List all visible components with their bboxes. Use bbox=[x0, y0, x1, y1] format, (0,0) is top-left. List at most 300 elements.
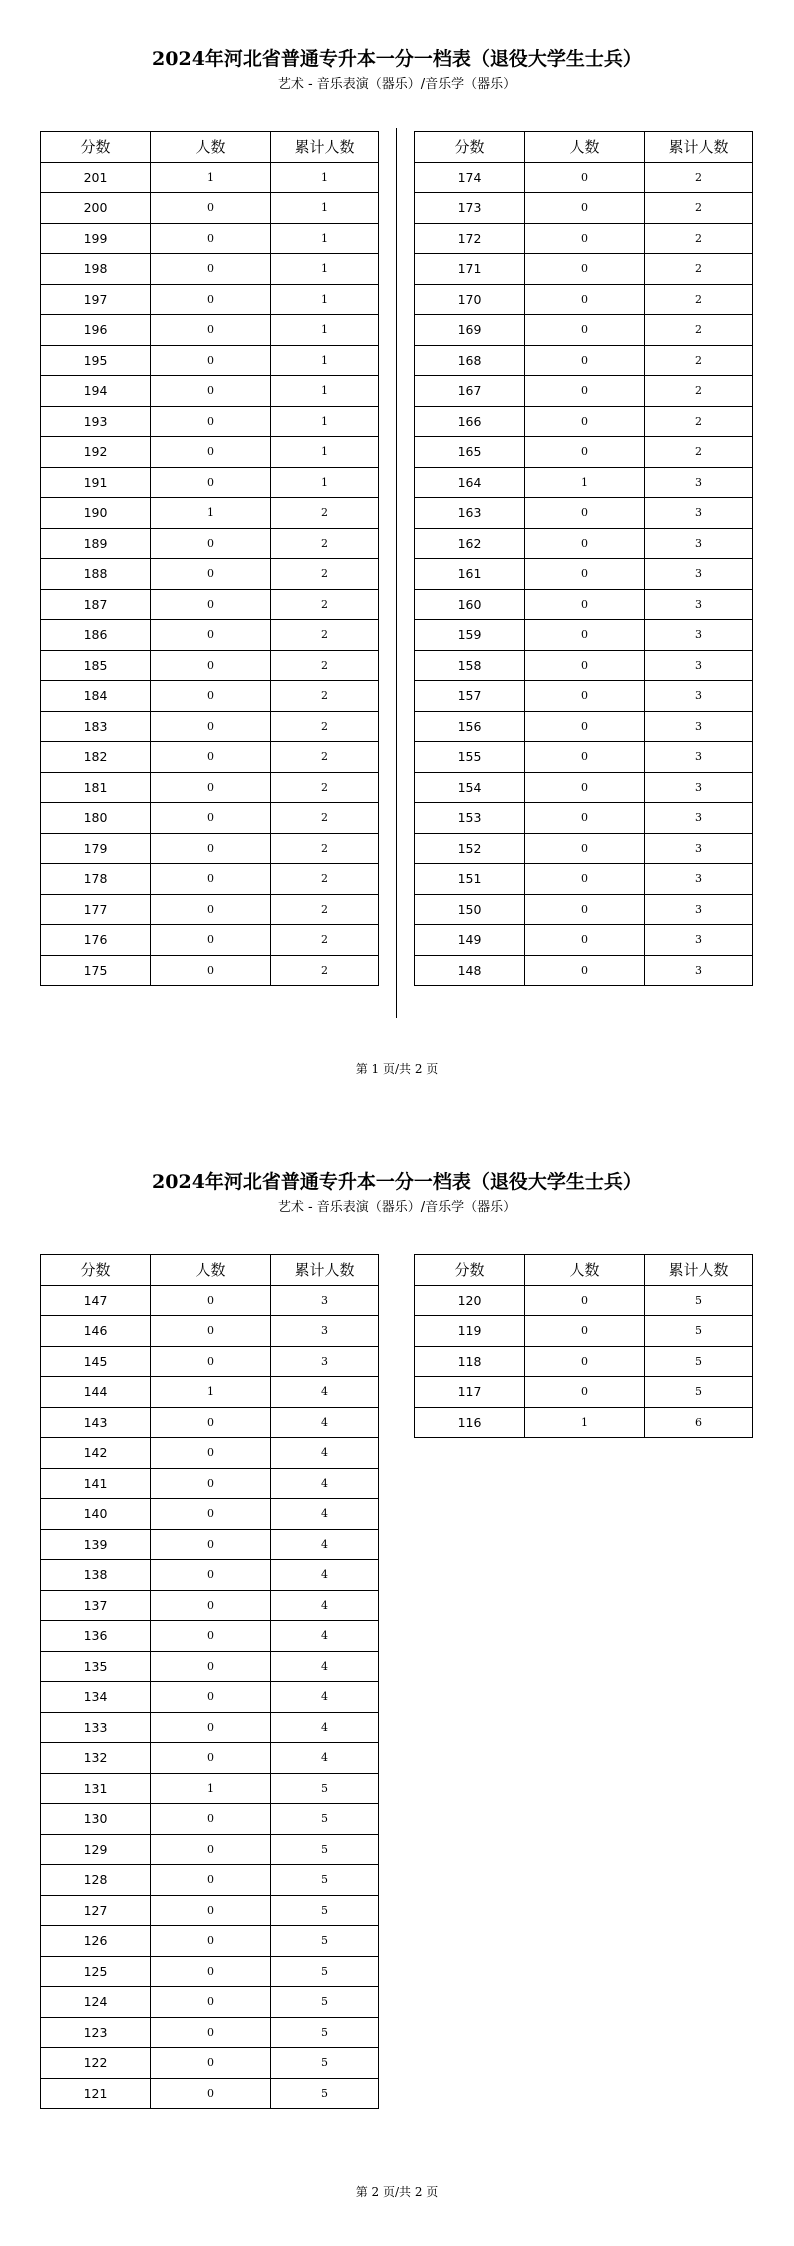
score-cell: 185 bbox=[41, 650, 151, 681]
table-row bbox=[41, 254, 379, 285]
cumulative-cell: 2 bbox=[271, 681, 379, 712]
table-row bbox=[41, 1316, 379, 1347]
table-row bbox=[415, 498, 753, 529]
score-cell: 194 bbox=[41, 376, 151, 407]
table-row bbox=[41, 894, 379, 925]
header-count: 人数 bbox=[151, 1255, 271, 1286]
table-row bbox=[415, 1346, 753, 1377]
count-cell: 1 bbox=[151, 162, 271, 193]
header-cumulative: 累计人数 bbox=[271, 132, 379, 163]
score-cell: 190 bbox=[41, 498, 151, 529]
cumulative-cell: 4 bbox=[271, 1560, 379, 1591]
cumulative-cell: 5 bbox=[271, 2078, 379, 2109]
cumulative-cell: 2 bbox=[271, 803, 379, 834]
table-row bbox=[415, 833, 753, 864]
cumulative-cell: 3 bbox=[645, 803, 753, 834]
score-cell: 139 bbox=[41, 1529, 151, 1560]
header-score: 分数 bbox=[41, 132, 151, 163]
score-cell: 117 bbox=[415, 1377, 525, 1408]
count-cell: 0 bbox=[525, 1285, 645, 1316]
cumulative-cell: 3 bbox=[271, 1346, 379, 1377]
score-cell: 200 bbox=[41, 193, 151, 224]
table-row bbox=[415, 925, 753, 956]
cumulative-cell: 4 bbox=[271, 1590, 379, 1621]
score-cell: 155 bbox=[415, 742, 525, 773]
table-row bbox=[41, 864, 379, 895]
score-cell: 161 bbox=[415, 559, 525, 590]
score-cell: 150 bbox=[415, 894, 525, 925]
table-row bbox=[415, 223, 753, 254]
score-cell: 152 bbox=[415, 833, 525, 864]
cumulative-cell: 3 bbox=[645, 498, 753, 529]
cumulative-cell: 3 bbox=[645, 925, 753, 956]
table-row bbox=[41, 589, 379, 620]
table-row bbox=[41, 1712, 379, 1743]
count-cell: 0 bbox=[151, 2017, 271, 2048]
table-row bbox=[415, 254, 753, 285]
cumulative-cell: 4 bbox=[271, 1621, 379, 1652]
table-row bbox=[41, 1377, 379, 1408]
score-cell: 142 bbox=[41, 1438, 151, 1469]
table-row bbox=[41, 772, 379, 803]
score-cell: 138 bbox=[41, 1560, 151, 1591]
cumulative-cell: 2 bbox=[645, 223, 753, 254]
cumulative-cell: 2 bbox=[271, 589, 379, 620]
cumulative-cell: 2 bbox=[645, 437, 753, 468]
score-cell: 176 bbox=[41, 925, 151, 956]
cumulative-cell: 1 bbox=[271, 193, 379, 224]
score-cell: 173 bbox=[415, 193, 525, 224]
count-cell: 0 bbox=[525, 162, 645, 193]
table-row bbox=[41, 284, 379, 315]
score-cell: 169 bbox=[415, 315, 525, 346]
cumulative-cell: 2 bbox=[271, 955, 379, 986]
count-cell: 0 bbox=[525, 742, 645, 773]
count-cell: 0 bbox=[151, 1590, 271, 1621]
score-cell: 118 bbox=[415, 1346, 525, 1377]
cumulative-cell: 3 bbox=[645, 467, 753, 498]
table-row bbox=[41, 650, 379, 681]
score-cell: 122 bbox=[41, 2048, 151, 2079]
table-row bbox=[415, 345, 753, 376]
count-cell: 0 bbox=[525, 254, 645, 285]
score-cell: 181 bbox=[41, 772, 151, 803]
table-row bbox=[41, 437, 379, 468]
score-cell: 199 bbox=[41, 223, 151, 254]
score-cell: 166 bbox=[415, 406, 525, 437]
count-cell: 0 bbox=[151, 1529, 271, 1560]
table-row bbox=[41, 223, 379, 254]
table-row bbox=[41, 2078, 379, 2109]
cumulative-cell: 3 bbox=[645, 650, 753, 681]
table-row bbox=[41, 376, 379, 407]
score-cell: 167 bbox=[415, 376, 525, 407]
cumulative-cell: 4 bbox=[271, 1377, 379, 1408]
table-row bbox=[41, 1895, 379, 1926]
score-table-left bbox=[40, 131, 379, 986]
cumulative-cell: 4 bbox=[271, 1682, 379, 1713]
table-row bbox=[41, 1651, 379, 1682]
cumulative-cell: 2 bbox=[645, 406, 753, 437]
cumulative-cell: 4 bbox=[271, 1468, 379, 1499]
score-cell: 157 bbox=[415, 681, 525, 712]
table-row bbox=[415, 681, 753, 712]
cumulative-cell: 2 bbox=[645, 162, 753, 193]
score-cell: 124 bbox=[41, 1987, 151, 2018]
table-row bbox=[41, 620, 379, 651]
cumulative-cell: 3 bbox=[645, 559, 753, 590]
count-cell: 0 bbox=[151, 803, 271, 834]
table-row bbox=[41, 1346, 379, 1377]
score-cell: 179 bbox=[41, 833, 151, 864]
cumulative-cell: 4 bbox=[271, 1529, 379, 1560]
header-score: 分数 bbox=[415, 132, 525, 163]
count-cell: 0 bbox=[525, 589, 645, 620]
score-cell: 201 bbox=[41, 162, 151, 193]
table-row bbox=[41, 1865, 379, 1896]
cumulative-cell: 3 bbox=[645, 742, 753, 773]
count-cell: 0 bbox=[525, 650, 645, 681]
table-row bbox=[415, 1407, 753, 1438]
count-cell: 0 bbox=[151, 254, 271, 285]
cumulative-cell: 2 bbox=[271, 498, 379, 529]
cumulative-cell: 3 bbox=[645, 833, 753, 864]
cumulative-cell: 5 bbox=[271, 1895, 379, 1926]
table-row bbox=[41, 711, 379, 742]
count-cell: 0 bbox=[525, 833, 645, 864]
count-cell: 0 bbox=[151, 559, 271, 590]
table-row bbox=[41, 467, 379, 498]
cumulative-cell: 2 bbox=[645, 254, 753, 285]
score-cell: 170 bbox=[415, 284, 525, 315]
score-cell: 175 bbox=[41, 955, 151, 986]
count-cell: 0 bbox=[151, 681, 271, 712]
cumulative-cell: 1 bbox=[271, 467, 379, 498]
score-cell: 160 bbox=[415, 589, 525, 620]
cumulative-cell: 3 bbox=[645, 772, 753, 803]
page-2 bbox=[0, 1123, 794, 2246]
score-cell: 177 bbox=[41, 894, 151, 925]
count-cell: 0 bbox=[151, 772, 271, 803]
count-cell: 0 bbox=[525, 376, 645, 407]
count-cell: 0 bbox=[151, 864, 271, 895]
table-row bbox=[41, 406, 379, 437]
count-cell: 0 bbox=[525, 864, 645, 895]
count-cell: 0 bbox=[151, 955, 271, 986]
table-row bbox=[415, 1316, 753, 1347]
table-row bbox=[41, 1285, 379, 1316]
score-cell: 158 bbox=[415, 650, 525, 681]
table-row bbox=[41, 742, 379, 773]
cumulative-cell: 1 bbox=[271, 345, 379, 376]
score-cell: 127 bbox=[41, 1895, 151, 1926]
table-row bbox=[41, 1743, 379, 1774]
score-cell: 159 bbox=[415, 620, 525, 651]
header-score: 分数 bbox=[415, 1255, 525, 1286]
count-cell: 0 bbox=[151, 223, 271, 254]
cumulative-cell: 3 bbox=[645, 681, 753, 712]
count-cell: 0 bbox=[525, 315, 645, 346]
cumulative-cell: 3 bbox=[645, 620, 753, 651]
count-cell: 0 bbox=[525, 559, 645, 590]
count-cell: 0 bbox=[151, 711, 271, 742]
table-row bbox=[415, 467, 753, 498]
score-cell: 197 bbox=[41, 284, 151, 315]
table-row bbox=[41, 1773, 379, 1804]
column-divider bbox=[396, 128, 397, 1018]
score-cell: 123 bbox=[41, 2017, 151, 2048]
score-cell: 149 bbox=[415, 925, 525, 956]
score-cell: 195 bbox=[41, 345, 151, 376]
score-cell: 191 bbox=[41, 467, 151, 498]
header-count: 人数 bbox=[525, 1255, 645, 1286]
cumulative-cell: 5 bbox=[271, 1987, 379, 2018]
cumulative-cell: 4 bbox=[271, 1407, 379, 1438]
table-row bbox=[41, 955, 379, 986]
cumulative-cell: 2 bbox=[645, 193, 753, 224]
cumulative-cell: 2 bbox=[271, 894, 379, 925]
score-cell: 143 bbox=[41, 1407, 151, 1438]
cumulative-cell: 3 bbox=[645, 528, 753, 559]
count-cell: 0 bbox=[525, 284, 645, 315]
count-cell: 1 bbox=[525, 1407, 645, 1438]
count-cell: 1 bbox=[151, 498, 271, 529]
count-cell: 0 bbox=[525, 772, 645, 803]
score-cell: 184 bbox=[41, 681, 151, 712]
table-row bbox=[415, 284, 753, 315]
score-cell: 178 bbox=[41, 864, 151, 895]
table-row bbox=[415, 406, 753, 437]
table-row bbox=[41, 2017, 379, 2048]
score-cell: 130 bbox=[41, 1804, 151, 1835]
count-cell: 0 bbox=[151, 528, 271, 559]
cumulative-cell: 3 bbox=[271, 1285, 379, 1316]
count-cell: 0 bbox=[525, 925, 645, 956]
cumulative-cell: 5 bbox=[645, 1285, 753, 1316]
table-row bbox=[41, 559, 379, 590]
table-row bbox=[41, 1468, 379, 1499]
score-cell: 163 bbox=[415, 498, 525, 529]
count-cell: 0 bbox=[151, 437, 271, 468]
count-cell: 0 bbox=[525, 955, 645, 986]
score-cell: 187 bbox=[41, 589, 151, 620]
count-cell: 0 bbox=[151, 1834, 271, 1865]
cumulative-cell: 2 bbox=[271, 711, 379, 742]
score-cell: 186 bbox=[41, 620, 151, 651]
cumulative-cell: 1 bbox=[271, 406, 379, 437]
score-cell: 128 bbox=[41, 1865, 151, 1896]
cumulative-cell: 5 bbox=[271, 1773, 379, 1804]
score-cell: 120 bbox=[415, 1285, 525, 1316]
table-row bbox=[415, 711, 753, 742]
table-row bbox=[41, 162, 379, 193]
count-cell: 0 bbox=[151, 742, 271, 773]
cumulative-cell: 1 bbox=[271, 437, 379, 468]
count-cell: 0 bbox=[151, 345, 271, 376]
table-row bbox=[41, 1499, 379, 1530]
table-row bbox=[41, 681, 379, 712]
count-cell: 0 bbox=[151, 1712, 271, 1743]
count-cell: 0 bbox=[151, 1926, 271, 1957]
score-cell: 172 bbox=[415, 223, 525, 254]
count-cell: 0 bbox=[151, 2078, 271, 2109]
count-cell: 0 bbox=[151, 833, 271, 864]
score-cell: 116 bbox=[415, 1407, 525, 1438]
table-row bbox=[41, 1438, 379, 1469]
count-cell: 0 bbox=[151, 1682, 271, 1713]
table-row bbox=[415, 193, 753, 224]
count-cell: 0 bbox=[151, 1560, 271, 1591]
table-row bbox=[41, 925, 379, 956]
count-cell: 0 bbox=[525, 803, 645, 834]
table-row bbox=[415, 1377, 753, 1408]
table-row bbox=[415, 894, 753, 925]
cumulative-cell: 2 bbox=[271, 833, 379, 864]
count-cell: 0 bbox=[151, 284, 271, 315]
table-row bbox=[41, 528, 379, 559]
cumulative-cell: 4 bbox=[271, 1743, 379, 1774]
cumulative-cell: 5 bbox=[645, 1316, 753, 1347]
cumulative-cell: 2 bbox=[645, 284, 753, 315]
table-row bbox=[41, 1407, 379, 1438]
cumulative-cell: 2 bbox=[645, 376, 753, 407]
score-cell: 147 bbox=[41, 1285, 151, 1316]
cumulative-cell: 1 bbox=[271, 284, 379, 315]
count-cell: 0 bbox=[151, 406, 271, 437]
count-cell: 0 bbox=[525, 1377, 645, 1408]
table-row bbox=[415, 955, 753, 986]
score-cell: 183 bbox=[41, 711, 151, 742]
count-cell: 0 bbox=[151, 1865, 271, 1896]
count-cell: 0 bbox=[525, 1346, 645, 1377]
header-cumulative: 累计人数 bbox=[645, 132, 753, 163]
count-cell: 0 bbox=[151, 467, 271, 498]
cumulative-cell: 3 bbox=[645, 864, 753, 895]
cumulative-cell: 5 bbox=[271, 2048, 379, 2079]
count-cell: 0 bbox=[525, 620, 645, 651]
count-cell: 0 bbox=[151, 1804, 271, 1835]
count-cell: 0 bbox=[151, 1438, 271, 1469]
score-cell: 164 bbox=[415, 467, 525, 498]
score-cell: 198 bbox=[41, 254, 151, 285]
score-cell: 153 bbox=[415, 803, 525, 834]
table-row bbox=[41, 1560, 379, 1591]
count-cell: 0 bbox=[525, 223, 645, 254]
table-row bbox=[415, 315, 753, 346]
score-cell: 136 bbox=[41, 1621, 151, 1652]
count-cell: 0 bbox=[151, 1895, 271, 1926]
table-row bbox=[415, 864, 753, 895]
header-cumulative: 累计人数 bbox=[645, 1255, 753, 1286]
cumulative-cell: 4 bbox=[271, 1651, 379, 1682]
table-row bbox=[41, 1590, 379, 1621]
cumulative-cell: 5 bbox=[271, 1926, 379, 1957]
table-row bbox=[415, 589, 753, 620]
table-row bbox=[415, 528, 753, 559]
cumulative-cell: 1 bbox=[271, 223, 379, 254]
table-row bbox=[41, 1956, 379, 1987]
cumulative-cell: 2 bbox=[271, 559, 379, 590]
score-cell: 151 bbox=[415, 864, 525, 895]
table-row bbox=[415, 559, 753, 590]
header-cumulative: 累计人数 bbox=[271, 1255, 379, 1286]
score-cell: 196 bbox=[41, 315, 151, 346]
score-cell: 168 bbox=[415, 345, 525, 376]
score-cell: 140 bbox=[41, 1499, 151, 1530]
count-cell: 1 bbox=[151, 1773, 271, 1804]
count-cell: 0 bbox=[151, 925, 271, 956]
score-cell: 180 bbox=[41, 803, 151, 834]
score-cell: 165 bbox=[415, 437, 525, 468]
count-cell: 1 bbox=[525, 467, 645, 498]
count-cell: 0 bbox=[151, 1956, 271, 1987]
count-cell: 0 bbox=[151, 620, 271, 651]
page-title: 2024年河北省普通专升本一分一档表（退役大学生士兵） bbox=[152, 48, 642, 70]
cumulative-cell: 5 bbox=[271, 2017, 379, 2048]
table-row bbox=[415, 162, 753, 193]
count-cell: 0 bbox=[151, 2048, 271, 2079]
score-cell: 129 bbox=[41, 1834, 151, 1865]
count-cell: 0 bbox=[525, 345, 645, 376]
count-cell: 0 bbox=[525, 894, 645, 925]
count-cell: 0 bbox=[151, 376, 271, 407]
count-cell: 0 bbox=[151, 589, 271, 620]
header-count: 人数 bbox=[151, 132, 271, 163]
count-cell: 0 bbox=[151, 1621, 271, 1652]
score-cell: 162 bbox=[415, 528, 525, 559]
table-row bbox=[41, 1621, 379, 1652]
score-table-right bbox=[414, 1254, 753, 1438]
cumulative-cell: 4 bbox=[271, 1712, 379, 1743]
page-footer: 第 1 页/共 2 页 bbox=[355, 1062, 439, 1076]
score-cell: 134 bbox=[41, 1682, 151, 1713]
cumulative-cell: 5 bbox=[271, 1865, 379, 1896]
count-cell: 0 bbox=[525, 498, 645, 529]
table-row bbox=[41, 1926, 379, 1957]
table-row bbox=[41, 345, 379, 376]
page-title: 2024年河北省普通专升本一分一档表（退役大学生士兵） bbox=[152, 1171, 642, 1193]
table-row bbox=[41, 803, 379, 834]
score-cell: 193 bbox=[41, 406, 151, 437]
score-table-left bbox=[40, 1254, 379, 2109]
score-cell: 141 bbox=[41, 1468, 151, 1499]
count-cell: 1 bbox=[151, 1377, 271, 1408]
header-score: 分数 bbox=[41, 1255, 151, 1286]
table-row bbox=[415, 437, 753, 468]
table-row bbox=[415, 1285, 753, 1316]
count-cell: 0 bbox=[151, 315, 271, 346]
cumulative-cell: 5 bbox=[271, 1956, 379, 1987]
score-cell: 137 bbox=[41, 1590, 151, 1621]
table-row bbox=[415, 376, 753, 407]
cumulative-cell: 2 bbox=[645, 315, 753, 346]
score-cell: 148 bbox=[415, 955, 525, 986]
cumulative-cell: 4 bbox=[271, 1499, 379, 1530]
count-cell: 0 bbox=[525, 681, 645, 712]
score-cell: 121 bbox=[41, 2078, 151, 2109]
header-count: 人数 bbox=[525, 132, 645, 163]
cumulative-cell: 4 bbox=[271, 1438, 379, 1469]
count-cell: 0 bbox=[151, 1651, 271, 1682]
score-cell: 131 bbox=[41, 1773, 151, 1804]
score-cell: 133 bbox=[41, 1712, 151, 1743]
count-cell: 0 bbox=[525, 1316, 645, 1347]
count-cell: 0 bbox=[151, 193, 271, 224]
score-cell: 189 bbox=[41, 528, 151, 559]
score-cell: 174 bbox=[415, 162, 525, 193]
score-cell: 146 bbox=[41, 1316, 151, 1347]
score-cell: 154 bbox=[415, 772, 525, 803]
